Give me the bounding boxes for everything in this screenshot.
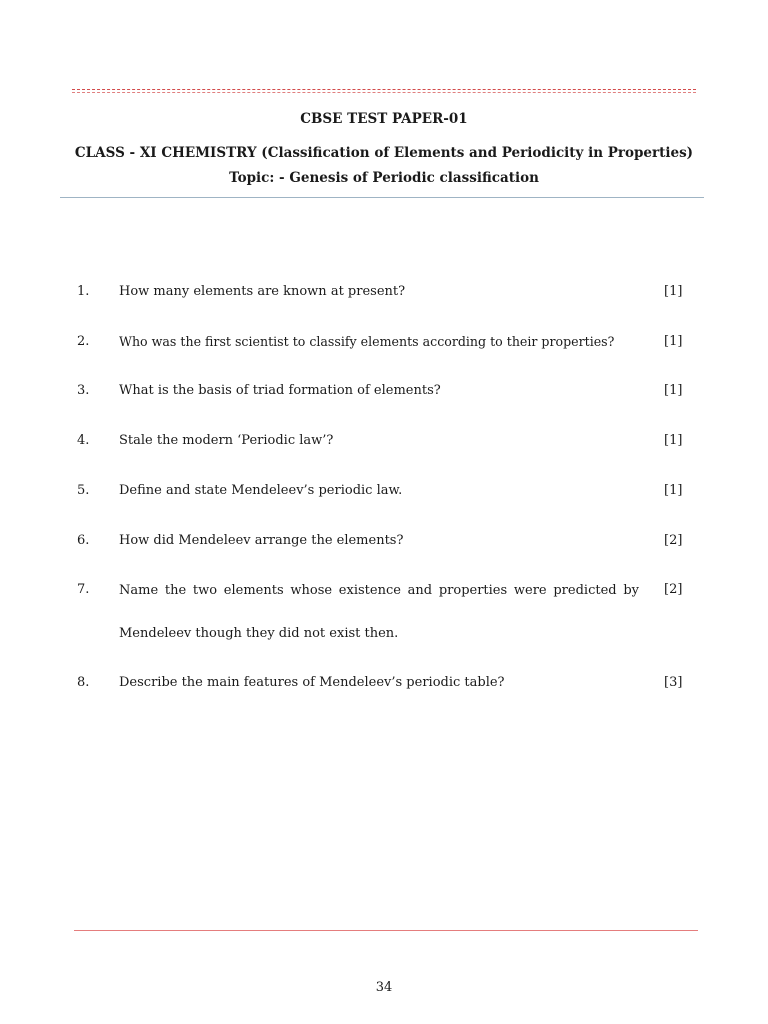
question-text: Define and state Mendeleev’s periodic law. <box>119 483 403 498</box>
question-number: 5. <box>77 483 90 498</box>
question-marks: [1] <box>664 433 683 448</box>
question-marks: [1] <box>664 334 683 349</box>
question-text: How did Mendeleev arrange the elements? <box>119 533 404 548</box>
question-marks: [1] <box>664 383 683 398</box>
question-text: Describe the main features of Mendeleev’s periodic table? <box>119 675 505 690</box>
question-marks: [1] <box>664 483 683 498</box>
question-number: 3. <box>77 383 90 398</box>
paper-title: CBSE TEST PAPER-01 <box>300 111 468 127</box>
question-marks: [2] <box>664 582 683 597</box>
footer-divider <box>74 930 698 931</box>
question-number: 6. <box>77 533 90 548</box>
class-title: CLASS - XI CHEMISTRY (Classification of Elements and Periodicity in Properties) <box>74 145 694 161</box>
topic-title: Topic: - Genesis of Periodic classification <box>229 170 539 186</box>
page-number: 34 <box>375 980 393 995</box>
question-marks: [1] <box>664 284 683 299</box>
question-marks: [3] <box>664 675 683 690</box>
top-decorative-rule <box>72 89 696 90</box>
question-text: Stale the modern ‘Periodic law’? <box>119 433 334 448</box>
question-text: Who was the first scientist to classify elements according to their properties? <box>119 334 615 349</box>
question-number: 2. <box>77 334 90 349</box>
question-number: 1. <box>77 284 90 299</box>
top-decorative-rule-secondary <box>72 92 696 93</box>
question-marks: [2] <box>664 533 683 548</box>
question-text: What is the basis of triad formation of elements? <box>119 383 441 398</box>
question-number: 7. <box>77 582 90 597</box>
question-text: Name the two elements whose existence and properties were predicted by Mendeleev though they did not exist then. <box>119 583 639 641</box>
header-divider <box>60 197 704 198</box>
question-number: 8. <box>77 675 90 690</box>
question-text: How many elements are known at present? <box>119 284 406 299</box>
question-number: 4. <box>77 433 90 448</box>
